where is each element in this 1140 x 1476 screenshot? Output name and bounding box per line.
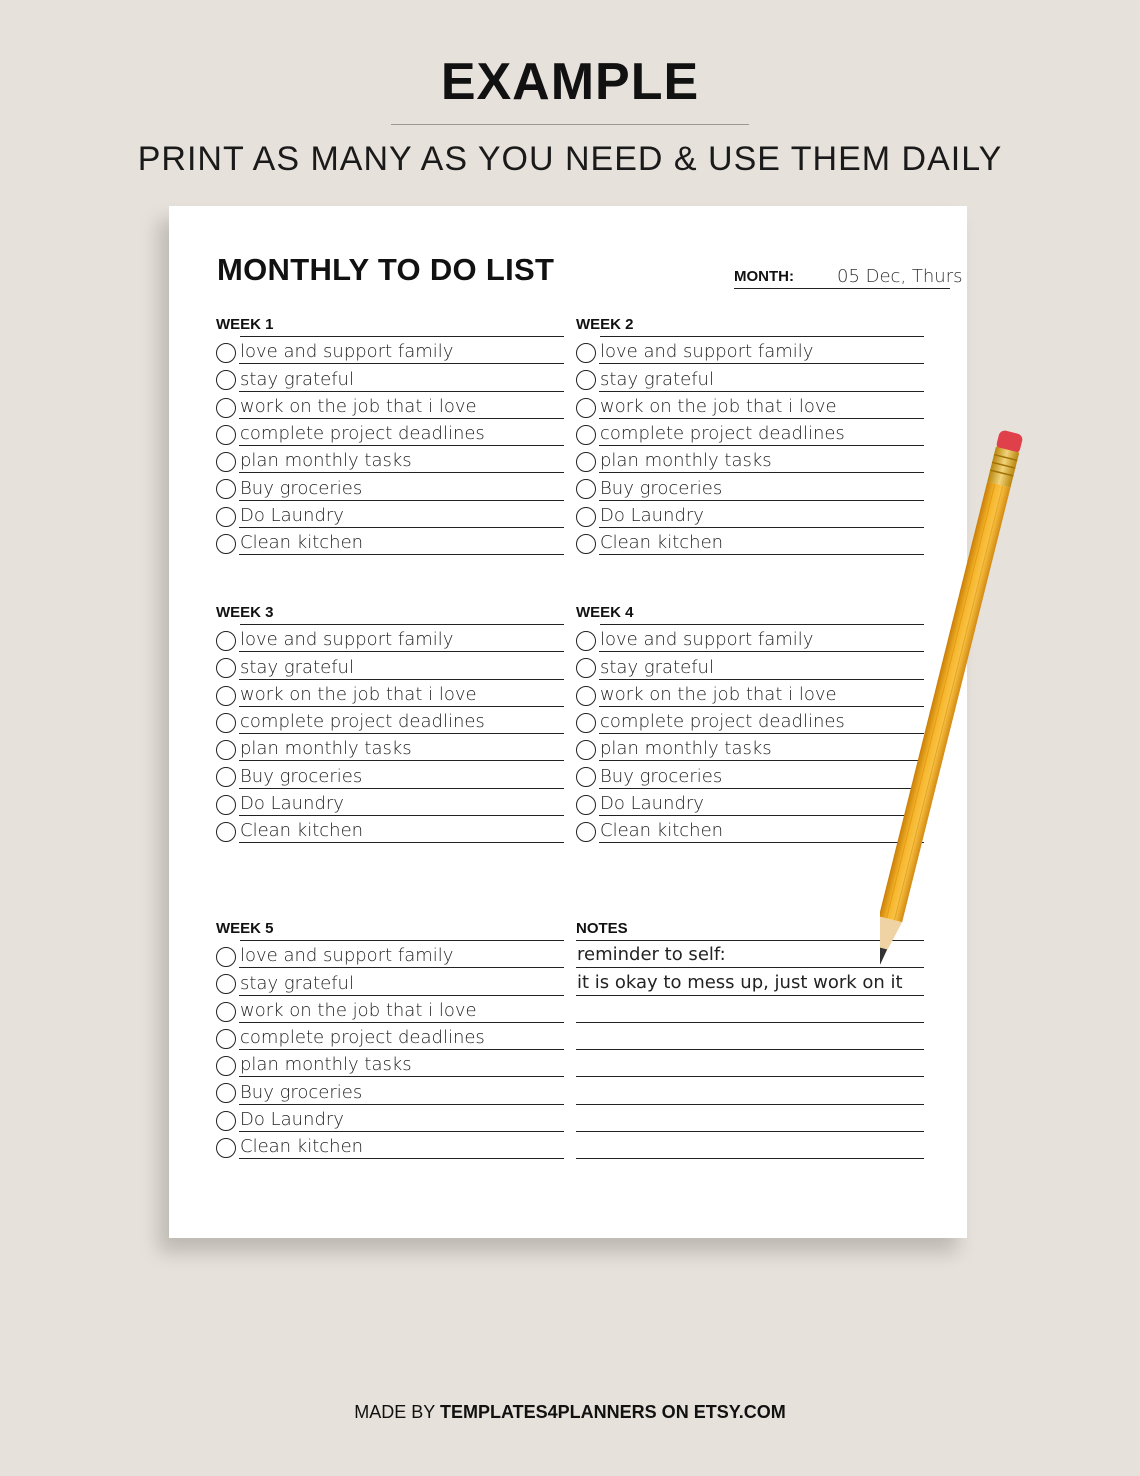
- task-text: Clean kitchen: [240, 820, 364, 842]
- headline-divider: [391, 124, 749, 125]
- task-row: [576, 446, 924, 473]
- task-row: [216, 364, 564, 391]
- note-line[interactable]: [576, 968, 924, 995]
- task-text: complete project deadlines: [600, 423, 845, 445]
- task-row: [576, 528, 924, 555]
- task-row: [216, 816, 564, 843]
- task-row: [216, 707, 564, 734]
- task-checkbox[interactable]: [576, 713, 596, 733]
- task-line: [239, 842, 564, 843]
- task-text: love and support family: [600, 629, 814, 651]
- task-row: [216, 528, 564, 555]
- task-checkbox[interactable]: [216, 370, 236, 390]
- week-title: WEEK 4: [576, 604, 634, 621]
- week-section: [576, 314, 924, 555]
- task-row: [216, 941, 564, 968]
- task-row: [576, 652, 924, 679]
- task-row: [216, 501, 564, 528]
- footer-prefix: MADE BY: [354, 1402, 440, 1422]
- note-text: it is okay to mess up, just work on it: [577, 971, 903, 993]
- task-row: [576, 625, 924, 652]
- task-text: Buy groceries: [240, 765, 363, 787]
- footer-credit: [0, 1402, 1140, 1423]
- task-row: [216, 1132, 564, 1159]
- task-checkbox[interactable]: [576, 452, 596, 472]
- notes-title: NOTES: [576, 920, 628, 937]
- task-text: stay grateful: [600, 656, 714, 678]
- task-row: [216, 419, 564, 446]
- task-row: [216, 1023, 564, 1050]
- task-checkbox[interactable]: [576, 631, 596, 651]
- task-row: [576, 419, 924, 446]
- week-title: WEEK 3: [216, 604, 274, 621]
- task-checkbox[interactable]: [216, 534, 236, 554]
- task-checkbox[interactable]: [576, 822, 596, 842]
- task-row: [216, 1050, 564, 1077]
- task-text: Clean kitchen: [240, 532, 364, 554]
- task-row: [216, 446, 564, 473]
- task-text: plan monthly tasks: [240, 450, 412, 472]
- task-text: love and support family: [240, 629, 454, 651]
- task-checkbox[interactable]: [216, 631, 236, 651]
- task-text: work on the job that i love: [240, 999, 477, 1021]
- task-checkbox[interactable]: [576, 507, 596, 527]
- task-line: [239, 554, 564, 555]
- task-text: Do Laundry: [600, 505, 704, 527]
- task-text: Buy groceries: [240, 477, 363, 499]
- task-row: [576, 789, 924, 816]
- task-text: work on the job that i love: [240, 395, 477, 417]
- task-row: [576, 707, 924, 734]
- month-value[interactable]: 05 Dec, Thurs: [837, 266, 963, 287]
- task-row: [216, 473, 564, 500]
- task-row: [216, 652, 564, 679]
- page-subheadline: PRINT AS MANY AS YOU NEED & USE THEM DAILY: [137, 140, 1003, 178]
- task-line: [599, 842, 924, 843]
- task-checkbox[interactable]: [216, 398, 236, 418]
- week-title: WEEK 2: [576, 316, 634, 333]
- task-checkbox[interactable]: [216, 425, 236, 445]
- task-checkbox[interactable]: [576, 370, 596, 390]
- task-text: Clean kitchen: [600, 532, 724, 554]
- task-checkbox[interactable]: [216, 795, 236, 815]
- task-row: [576, 761, 924, 788]
- notes-section: [576, 918, 924, 1159]
- note-text: reminder to self:: [577, 944, 726, 966]
- week-section: [576, 602, 924, 843]
- task-row: [576, 501, 924, 528]
- task-text: stay grateful: [240, 368, 354, 390]
- task-line: [599, 554, 924, 555]
- task-text: work on the job that i love: [240, 683, 477, 705]
- task-checkbox[interactable]: [576, 479, 596, 499]
- task-row: [216, 996, 564, 1023]
- task-row: [216, 625, 564, 652]
- task-text: work on the job that i love: [600, 683, 837, 705]
- task-text: stay grateful: [240, 656, 354, 678]
- task-row: [576, 734, 924, 761]
- week-section: [216, 314, 564, 555]
- task-text: stay grateful: [600, 368, 714, 390]
- note-line[interactable]: [576, 941, 924, 968]
- task-checkbox[interactable]: [216, 974, 236, 994]
- task-text: plan monthly tasks: [600, 450, 772, 472]
- task-checkbox[interactable]: [576, 686, 596, 706]
- task-text: love and support family: [600, 341, 814, 363]
- task-row: [216, 734, 564, 761]
- task-text: Clean kitchen: [600, 820, 724, 842]
- task-text: stay grateful: [240, 972, 354, 994]
- task-checkbox[interactable]: [216, 1056, 236, 1076]
- task-text: Buy groceries: [600, 765, 723, 787]
- task-checkbox[interactable]: [216, 1002, 236, 1022]
- task-row: [216, 337, 564, 364]
- task-checkbox[interactable]: [576, 740, 596, 760]
- task-text: complete project deadlines: [600, 711, 845, 733]
- task-row: [576, 392, 924, 419]
- task-checkbox[interactable]: [216, 1029, 236, 1049]
- task-row: [216, 1105, 564, 1132]
- task-checkbox[interactable]: [216, 343, 236, 363]
- task-text: plan monthly tasks: [240, 1054, 412, 1076]
- task-checkbox[interactable]: [216, 658, 236, 678]
- pencil-illustration: [880, 420, 1040, 1000]
- task-checkbox[interactable]: [216, 452, 236, 472]
- task-text: Clean kitchen: [240, 1136, 364, 1158]
- note-rule: [576, 1158, 924, 1159]
- task-text: Do Laundry: [240, 1109, 344, 1131]
- note-line[interactable]: [576, 1105, 924, 1132]
- task-text: work on the job that i love: [600, 395, 837, 417]
- month-underline: [734, 288, 950, 289]
- task-row: [216, 968, 564, 995]
- task-checkbox[interactable]: [216, 1111, 236, 1131]
- task-checkbox[interactable]: [576, 534, 596, 554]
- task-checkbox[interactable]: [576, 343, 596, 363]
- sheet-title: MONTHLY TO DO LIST: [217, 252, 555, 287]
- task-checkbox[interactable]: [576, 658, 596, 678]
- note-line[interactable]: [576, 996, 924, 1023]
- task-checkbox[interactable]: [216, 479, 236, 499]
- task-checkbox[interactable]: [576, 767, 596, 787]
- task-row: [216, 789, 564, 816]
- note-line[interactable]: [576, 1077, 924, 1104]
- task-text: Do Laundry: [240, 505, 344, 527]
- page-headline: EXAMPLE: [440, 53, 700, 111]
- task-text: complete project deadlines: [240, 711, 485, 733]
- task-checkbox[interactable]: [216, 740, 236, 760]
- task-row: [576, 364, 924, 391]
- week-title: WEEK 1: [216, 316, 274, 333]
- week-section: [216, 918, 564, 1159]
- task-text: love and support family: [240, 945, 454, 967]
- task-checkbox[interactable]: [216, 686, 236, 706]
- task-text: Buy groceries: [240, 1081, 363, 1103]
- task-checkbox[interactable]: [216, 822, 236, 842]
- task-checkbox[interactable]: [216, 713, 236, 733]
- task-text: complete project deadlines: [240, 423, 485, 445]
- task-row: [576, 680, 924, 707]
- task-checkbox[interactable]: [216, 767, 236, 787]
- task-checkbox[interactable]: [576, 425, 596, 445]
- note-line[interactable]: [576, 1023, 924, 1050]
- task-checkbox[interactable]: [576, 795, 596, 815]
- task-row: [216, 761, 564, 788]
- printable-sheet: [169, 206, 967, 1238]
- task-text: Buy groceries: [600, 477, 723, 499]
- task-row: [216, 392, 564, 419]
- task-row: [216, 680, 564, 707]
- task-text: complete project deadlines: [240, 1027, 485, 1049]
- task-text: Do Laundry: [600, 793, 704, 815]
- task-checkbox[interactable]: [216, 947, 236, 967]
- footer-brand: TEMPLATES4PLANNERS ON ETSY.COM: [440, 1402, 786, 1422]
- note-line[interactable]: [576, 1132, 924, 1159]
- task-text: Do Laundry: [240, 793, 344, 815]
- task-row: [576, 816, 924, 843]
- week-section: [216, 602, 564, 843]
- task-checkbox[interactable]: [216, 507, 236, 527]
- month-label: MONTH:: [734, 268, 794, 285]
- task-row: [216, 1077, 564, 1104]
- task-checkbox[interactable]: [216, 1138, 236, 1158]
- task-checkbox[interactable]: [576, 398, 596, 418]
- task-row: [576, 337, 924, 364]
- task-checkbox[interactable]: [216, 1083, 236, 1103]
- task-line: [239, 1158, 564, 1159]
- task-text: love and support family: [240, 341, 454, 363]
- week-title: WEEK 5: [216, 920, 274, 937]
- task-text: plan monthly tasks: [600, 738, 772, 760]
- task-row: [576, 473, 924, 500]
- task-text: plan monthly tasks: [240, 738, 412, 760]
- note-line[interactable]: [576, 1050, 924, 1077]
